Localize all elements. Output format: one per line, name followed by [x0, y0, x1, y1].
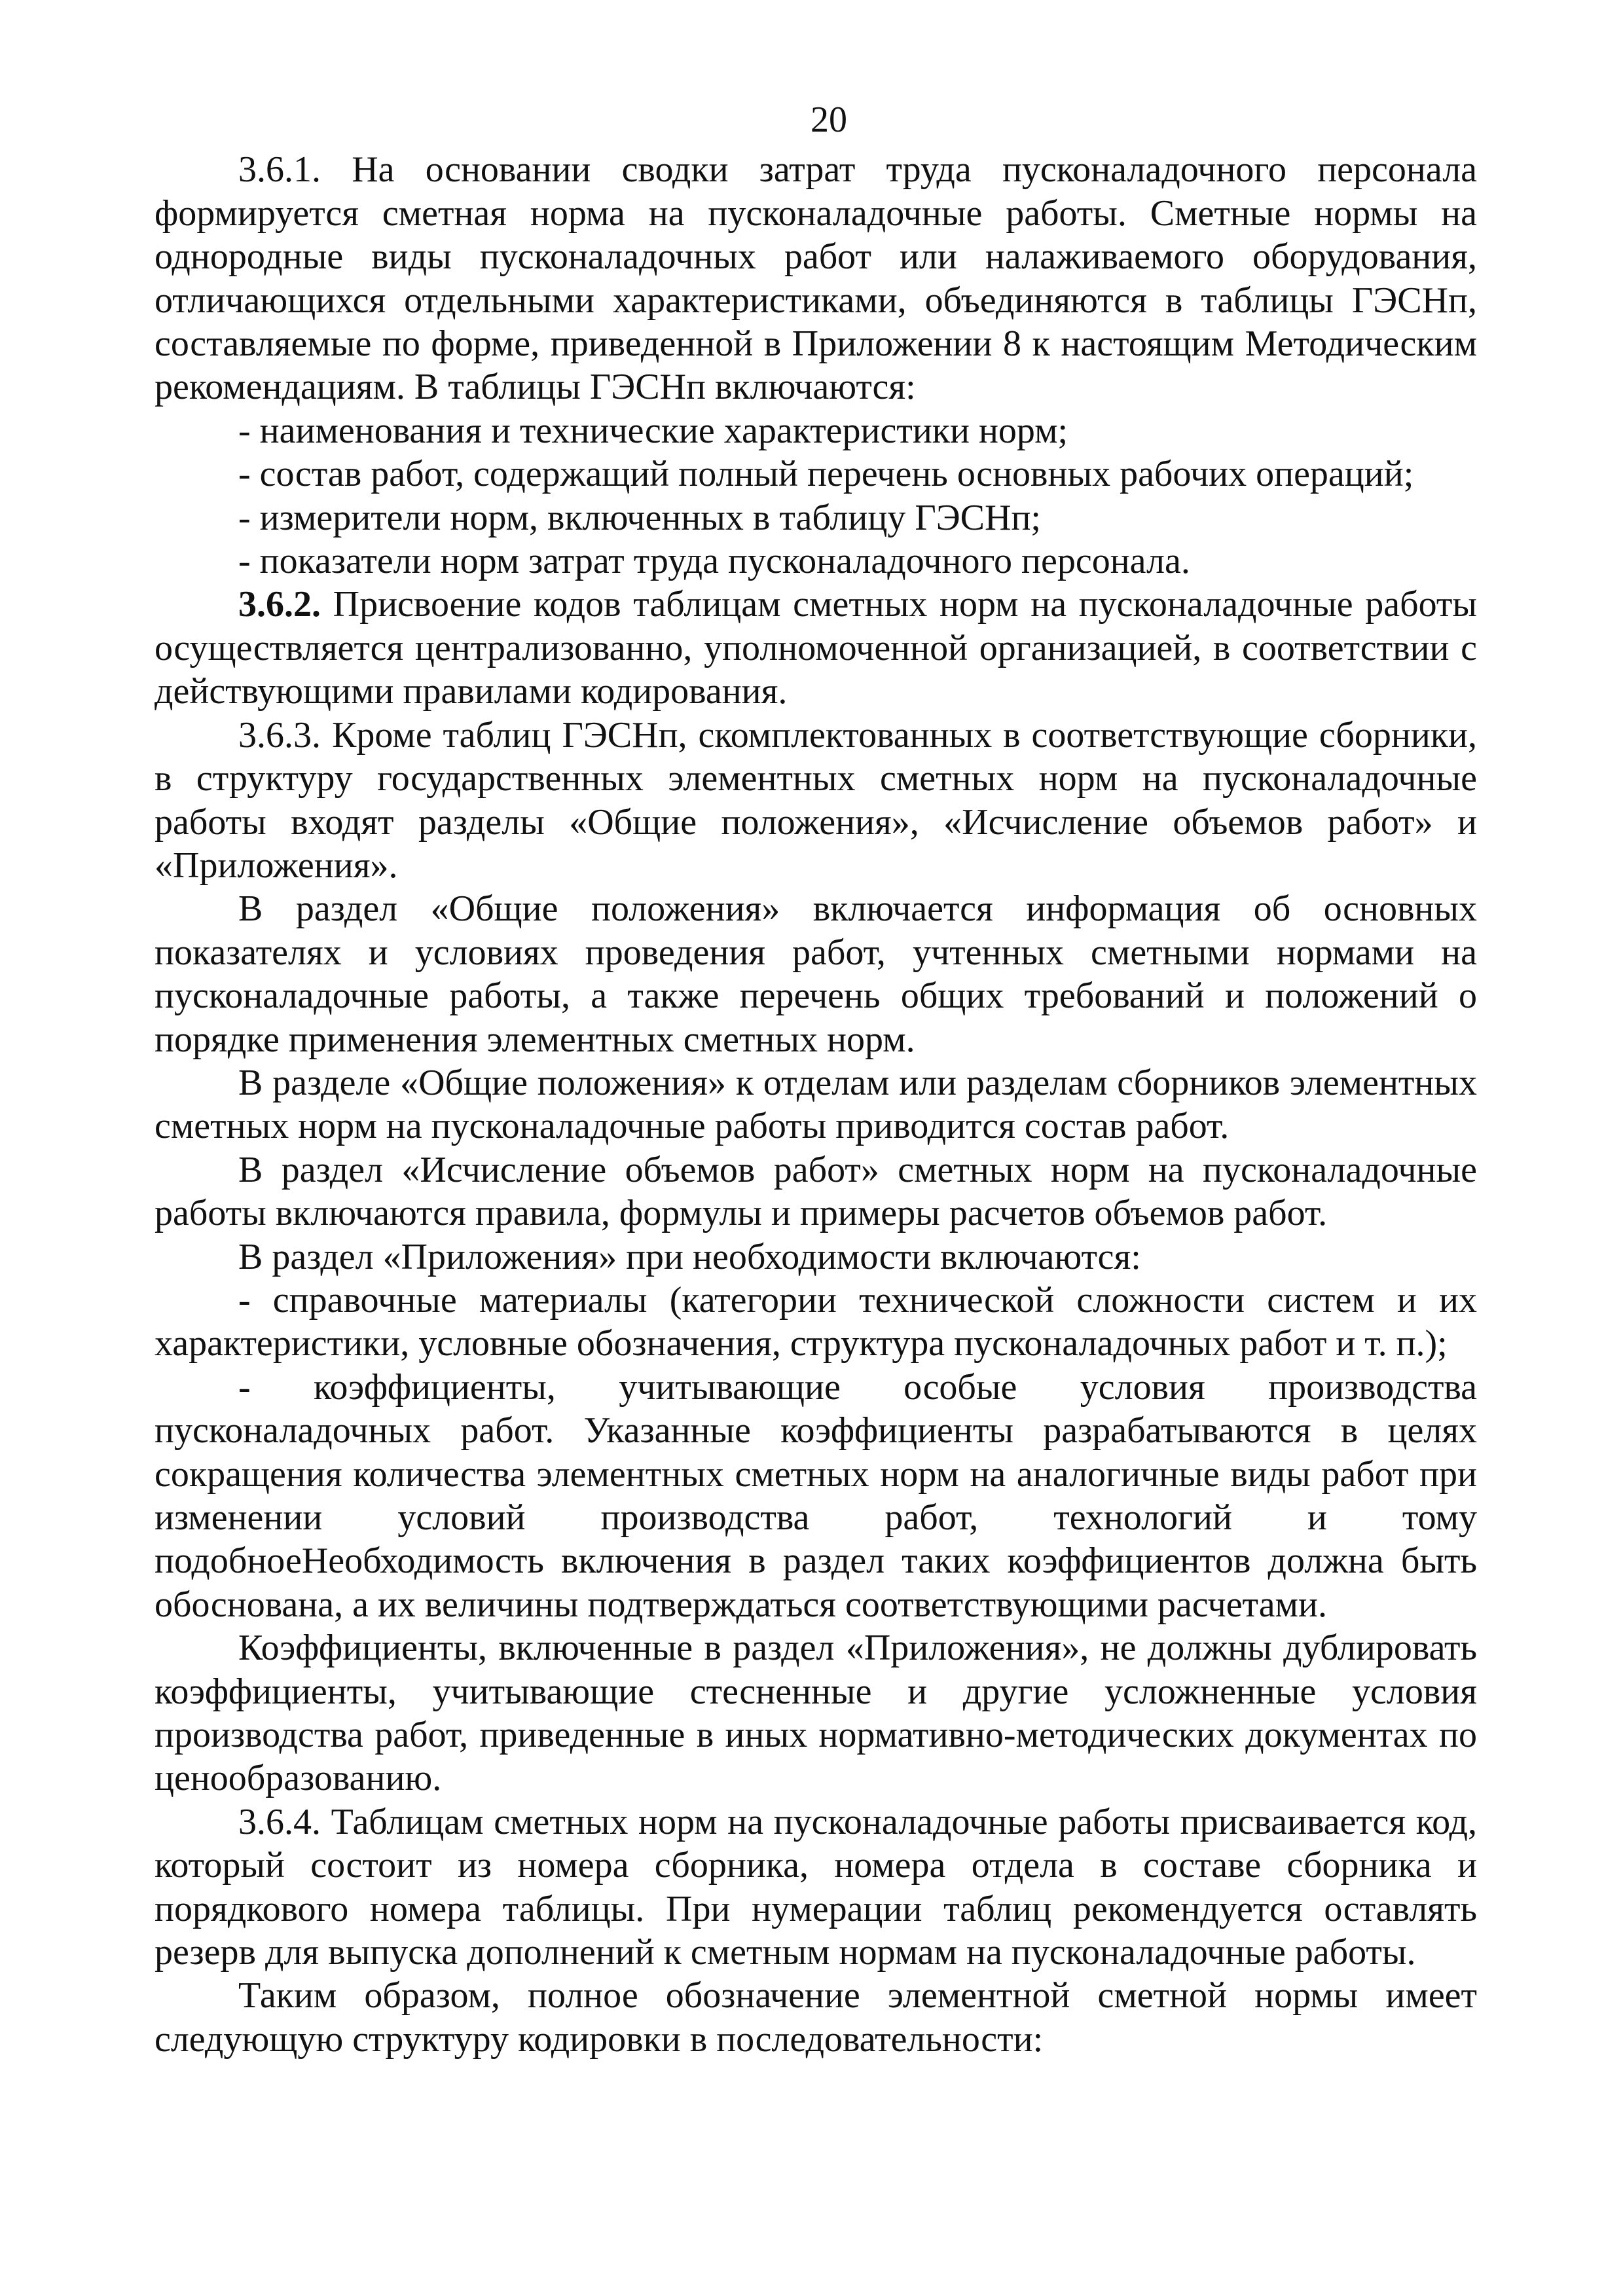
- paragraph-3-6-2: [155, 583, 1477, 713]
- paragraph-text: Таблицам сметных норм на пусконаладочные работы присваивается код, который состоит из номера сборника, номера отдела в составе сборника и порядкового номера таблицы. При нумерации таблиц рекомендуется оставлять резерв для выпуска дополнений к сметным нормам на пусконаладочные работы.: [155, 1801, 1478, 1973]
- list-item: - наименования и технические характеристики норм;: [238, 410, 1068, 451]
- clause-number: 3.6.2.: [238, 584, 321, 625]
- list-item: - измерители норм, включенных в таблицу ГЭСНп;: [238, 497, 1041, 538]
- document-page: [155, 98, 1477, 2061]
- list-item: - показатели норм затрат труда пусконаладочного персонала.: [238, 541, 1190, 582]
- list-item: - справочные материалы (категории технической сложности систем и их характеристики, условные обозначения, структура пусконаладочных работ и т. п.);: [155, 1279, 1477, 1364]
- paragraph-section-works: В разделе «Общие положения» к отделам или разделам сборников элементных сметных норм на пусконаладочные работы приводится состав работ.: [155, 1062, 1477, 1147]
- paragraph-text: Присвоение кодов таблицам сметных норм на пусконаладочные работы осуществляется централизованно, уполномоченной организацией, в соответствии с действующими правилами кодирования.: [155, 584, 1478, 712]
- clause-number: 3.6.1.: [238, 149, 321, 191]
- paragraph-coefficients: Коэффициенты, включенные в раздел «Приложения», не должны дублировать коэффициенты, учитывающие стесненные и другие усложненные условия производства работ, приведенные в иных нормативно-методических документах по ценообразованию.: [155, 1628, 1477, 1799]
- list-item: - коэффициенты, учитывающие особые условия производства пусконаладочных работ. Указанные коэффициенты разрабатываются в целях сокращения количества элементных сметных норм на аналогичные виды работ при изменении условий производства работ, технологий и тому подобноеНеобходимость включения в раздел таких коэффициентов должна быть обоснована, а их величины подтверждаться соответствующими расчетами.: [155, 1366, 1477, 1625]
- paragraph-text: На основании сводки затрат труда пусконаладочного персонала формируется сметная норма на пусконаладочные работы. Сметные нормы на однородные виды пусконаладочных работ или налаживаемого оборудования, отличающихся отдельными характеристиками, объединяются в таблицы ГЭСНп, составляемые по форме, приведенной в Приложении 8 к настоящим Методическим рекомендациям. В таблицы ГЭСНп включаются:: [155, 149, 1477, 408]
- paragraph-appendices: В раздел «Приложения» при необходимости включаются:: [238, 1236, 1141, 1277]
- paragraph-3-6-4: [155, 1800, 1477, 1975]
- clause-number: 3.6.4.: [238, 1801, 321, 1842]
- paragraph-volume-calc: В раздел «Исчисление объемов работ» сметных норм на пусконаладочные работы включаются правила, формулы и примеры расчетов объемов работ.: [155, 1149, 1477, 1234]
- page-number: 20: [811, 100, 847, 140]
- paragraph-code-structure: Таким образом, полное обозначение элементной сметной нормы имеет следующую структуру кодировки в последовательности:: [155, 1975, 1477, 2060]
- paragraph-3-6-3: [155, 714, 1477, 888]
- paragraph-text: Кроме таблиц ГЭСНп, скомплектованных в соответствующие сборники, в структуру государственных элементных сметных норм на пусконаладочные работы входят разделы «Общие положения», «Исчисление объемов работ» и «Приложения».: [155, 714, 1478, 886]
- paragraph-3-6-1: [155, 148, 1477, 409]
- list-item: - состав работ, содержащий полный перечень основных рабочих операций;: [238, 454, 1414, 495]
- paragraph-general-provisions: В раздел «Общие положения» включается информация об основных показателях и условиях проведения работ, учтенных сметными нормами на пусконаладочные работы, а также перечень общих требований и положений о порядке применения элементных сметных норм.: [155, 888, 1477, 1060]
- clause-number: 3.6.3.: [238, 714, 321, 756]
